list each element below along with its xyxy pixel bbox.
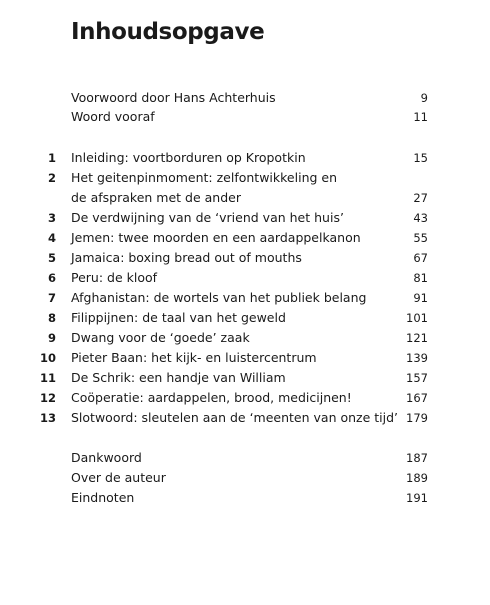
toc-entry-page: 121 <box>406 331 428 345</box>
toc-entry-page: 81 <box>413 271 428 285</box>
toc-entry-page: 55 <box>413 231 428 245</box>
chapter-number: 9 <box>47 331 56 345</box>
chapter-number: 8 <box>47 311 56 325</box>
toc-entry-title: Voorwoord door Hans Achterhuis <box>71 90 276 105</box>
toc-chapter-1 <box>0 148 490 168</box>
toc-entry-preface <box>0 107 490 127</box>
toc-entry-title: Dankwoord <box>71 450 142 465</box>
toc-entry-title: Jamaica: boxing bread out of mouths <box>71 250 302 265</box>
toc-chapter-4 <box>0 228 490 248</box>
chapter-number: 2 <box>47 171 56 185</box>
toc-entry-about-author <box>0 468 490 488</box>
toc-entry-foreword <box>0 88 490 108</box>
toc-entry-page: 15 <box>413 151 428 165</box>
toc-entry-title: De verdwijning van de ‘vriend van het huis’ <box>71 210 344 225</box>
chapter-number: 1 <box>47 151 56 165</box>
chapter-number: 4 <box>47 231 56 245</box>
toc-entry-title: Peru: de kloof <box>71 270 158 285</box>
toc-entry-title: Eindnoten <box>71 490 135 505</box>
toc-entry-title: Jemen: twee moorden en een aardappelkanon <box>71 230 361 245</box>
toc-entry-page: 27 <box>413 191 428 205</box>
toc-entry-title: Afghanistan: de wortels van het publiek belang <box>71 290 367 305</box>
toc-entry-page: 67 <box>413 251 428 265</box>
toc-entry-title: Coöperatie: aardappelen, brood, medicijnen! <box>71 390 352 405</box>
chapter-number: 12 <box>39 391 56 405</box>
chapter-number: 6 <box>47 271 56 285</box>
chapter-number: 10 <box>39 351 56 365</box>
toc-entry-page: 189 <box>406 471 428 485</box>
chapter-number: 11 <box>39 371 56 385</box>
toc-entry-page: 179 <box>406 411 428 425</box>
toc-chapter-3 <box>0 208 490 228</box>
toc-entry-endnotes <box>0 488 490 508</box>
page-title: Inhoudsopgave <box>71 19 265 45</box>
toc-entry-title: Pieter Baan: het kijk- en luistercentrum <box>71 350 317 365</box>
chapter-number: 13 <box>39 411 56 425</box>
toc-entry-page: 157 <box>406 371 428 385</box>
toc-entry-title: Over de auteur <box>71 470 166 485</box>
toc-chapter-7 <box>0 288 490 308</box>
toc-entry-title: De Schrik: een handje van William <box>71 370 286 385</box>
toc-entry-title: Dwang voor de ‘goede’ zaak <box>71 330 250 345</box>
toc-entry-title-continued: de afspraken met de ander <box>71 190 241 205</box>
toc-entry-acknowledgements <box>0 448 490 468</box>
toc-chapter-8 <box>0 308 490 328</box>
toc-chapter-6 <box>0 268 490 288</box>
toc-entry-page: 139 <box>406 351 428 365</box>
toc-entry-title: Het geitenpinmoment: zelfontwikkeling en <box>71 170 338 185</box>
toc-chapter-13 <box>0 408 490 428</box>
toc-chapter-10 <box>0 348 490 368</box>
toc-entry-title: Slotwoord: sleutelen aan de ‘meenten van onze tijd’ <box>71 410 399 425</box>
toc-entry-page: 167 <box>406 391 428 405</box>
toc-entry-page: 11 <box>413 110 428 124</box>
toc-entry-title: Filippijnen: de taal van het geweld <box>71 310 286 325</box>
chapter-number: 7 <box>47 291 56 305</box>
toc-entry-page: 43 <box>413 211 428 225</box>
toc-entry-page: 91 <box>413 291 428 305</box>
toc-chapter-11 <box>0 368 490 388</box>
toc-entry-title: Inleiding: voortborduren op Kropotkin <box>71 150 306 165</box>
toc-entry-page: 101 <box>406 311 428 325</box>
toc-entry-title: Woord vooraf <box>71 109 155 124</box>
chapter-number: 3 <box>47 211 56 225</box>
toc-entry-page: 9 <box>420 91 428 105</box>
toc-chapter-5 <box>0 248 490 268</box>
toc-entry-page: 187 <box>406 451 428 465</box>
toc-entry-page: 191 <box>406 491 428 505</box>
toc-chapter-2-continued <box>0 188 490 208</box>
toc-chapter-9 <box>0 328 490 348</box>
toc-chapter-12 <box>0 388 490 408</box>
toc-chapter-2 <box>0 168 490 188</box>
chapter-number: 5 <box>47 251 56 265</box>
